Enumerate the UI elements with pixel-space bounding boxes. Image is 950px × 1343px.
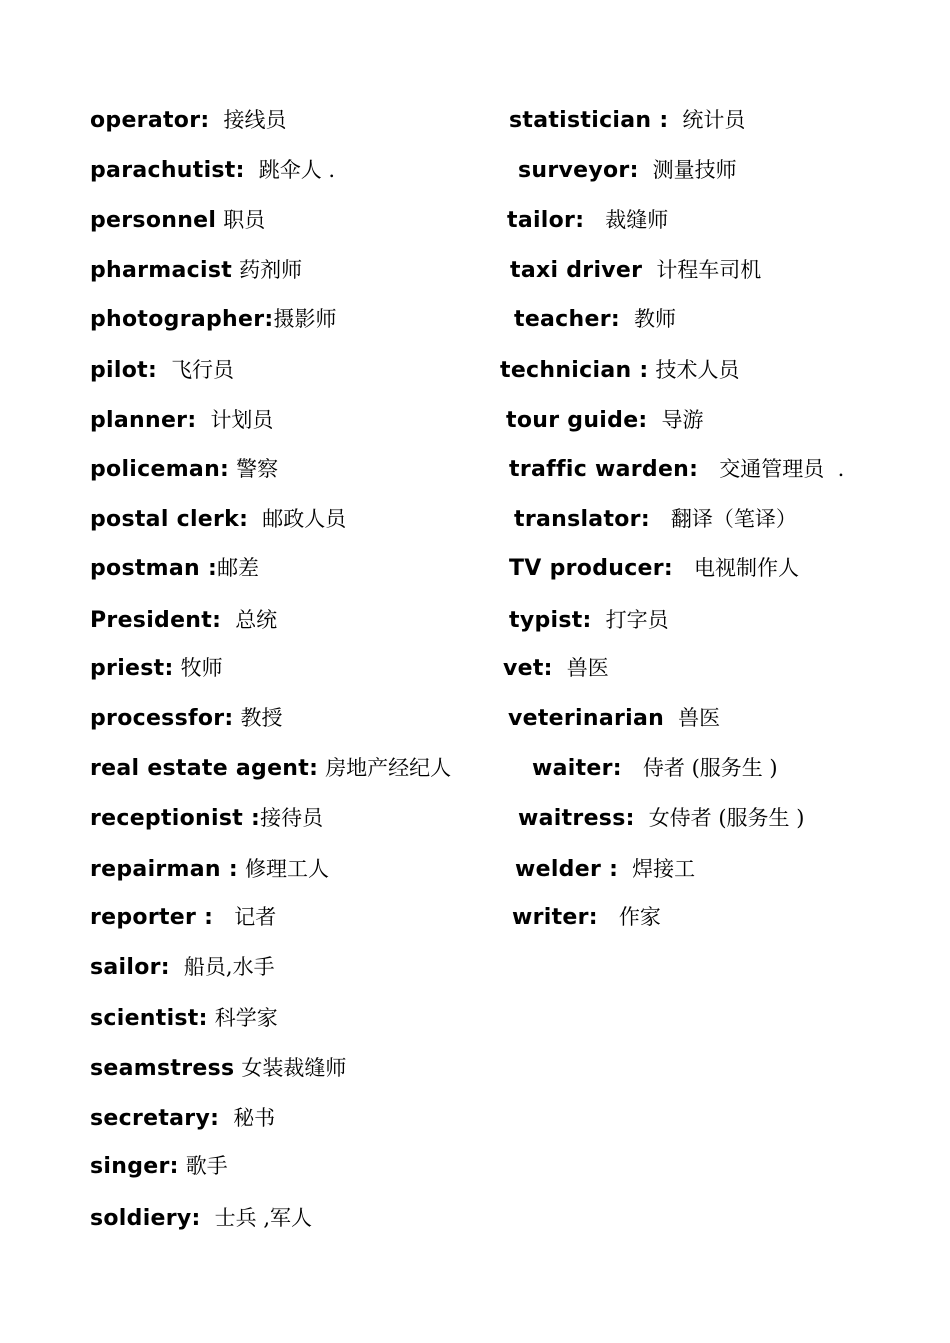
entry-separator: [208, 1006, 215, 1031]
vocab-entry: [90, 655, 223, 682]
entry-separator: [664, 706, 678, 731]
entry-separator: [213, 905, 234, 930]
entry-term: surveyor:: [518, 158, 639, 183]
entry-separator: [170, 955, 184, 980]
entry-term: real estate agent:: [90, 756, 319, 781]
entry-translation: 兽医: [678, 706, 721, 730]
vocab-entry: [90, 1105, 275, 1132]
entry-translation: 房地产经纪人: [325, 756, 452, 780]
entry-separator: [648, 408, 662, 433]
vocab-entry: [509, 107, 745, 134]
entry-term: President:: [90, 608, 222, 633]
entry-separator: [642, 258, 656, 283]
entry-separator: [668, 108, 682, 133]
entry-translation: 记者: [234, 905, 277, 929]
entry-translation: 船员,水手: [183, 955, 275, 979]
entry-translation: 跳伞人 .: [258, 158, 336, 182]
vocab-entry: [507, 207, 668, 234]
entry-separator: [639, 158, 653, 183]
vocab-entry: [512, 904, 661, 931]
entry-term: planner:: [90, 408, 197, 433]
entry-translation: 作家: [618, 905, 661, 929]
entry-translation: 计划员: [210, 408, 274, 432]
entry-term: traffic warden:: [509, 457, 699, 482]
entry-separator: [196, 408, 210, 433]
vocab-entry: [506, 407, 704, 434]
entry-separator: [649, 358, 656, 383]
vocab-entry: [532, 755, 778, 782]
entry-term: scientist:: [90, 1006, 208, 1031]
entry-translation: 女装裁缝师: [241, 1056, 347, 1080]
entry-term: personnel: [90, 208, 217, 233]
entry-translation: 打字员: [605, 608, 669, 632]
entry-translation: 裁缝师: [605, 208, 669, 232]
vocab-entry: [90, 555, 259, 582]
entry-translation: 修理工人: [244, 857, 329, 881]
entry-term: policeman:: [90, 457, 230, 482]
vocab-entry: [509, 607, 669, 634]
entry-separator: [179, 1154, 186, 1179]
vocab-entry: [90, 904, 276, 931]
vocab-entry: [90, 1055, 346, 1082]
entry-translation: 技术人员: [655, 358, 740, 382]
vocab-entry: [90, 357, 234, 384]
vocab-entry: [90, 805, 323, 832]
entry-translation: 歌手: [185, 1154, 228, 1178]
entry-translation: 导游: [661, 408, 704, 432]
vocab-entry: [90, 257, 302, 284]
entry-term: receptionist :: [90, 806, 261, 831]
entry-separator: [622, 756, 643, 781]
entry-separator: [157, 358, 171, 383]
entry-separator: [248, 507, 262, 532]
entry-translation: 邮政人员: [262, 507, 347, 531]
entry-term: TV producer:: [509, 556, 674, 581]
entry-translation: 牧师: [180, 656, 223, 680]
vocab-entry: [90, 506, 346, 533]
entry-separator: [209, 108, 223, 133]
vocab-entry: [90, 954, 275, 981]
entry-translation: 计程车司机: [656, 258, 762, 282]
entry-term: waiter:: [532, 756, 622, 781]
entry-translation: 科学家: [214, 1006, 278, 1030]
entry-term: pilot:: [90, 358, 158, 383]
entry-translation: 统计员: [682, 108, 746, 132]
entry-separator: [219, 1106, 233, 1131]
entry-translation: 教授: [240, 706, 283, 730]
entry-term: photographer:: [90, 307, 274, 332]
entry-translation: 总统: [235, 608, 278, 632]
entry-term: operator:: [90, 108, 210, 133]
vocab-entry: [90, 607, 277, 634]
entry-term: typist:: [509, 608, 592, 633]
entry-separator: [698, 457, 719, 482]
vocab-entry: [90, 1005, 278, 1032]
entry-translation: 交通管理员 .: [719, 457, 845, 481]
vocab-entry: [514, 506, 797, 533]
entry-term: postman :: [90, 556, 218, 581]
vocab-entry: [518, 157, 737, 184]
vocab-entry: [515, 856, 695, 883]
entry-term: sailor:: [90, 955, 170, 980]
entry-separator: [650, 507, 671, 532]
entry-term: taxi driver: [510, 258, 643, 283]
vocab-entry: [90, 755, 451, 782]
entry-separator: [245, 158, 259, 183]
entry-term: statistician :: [509, 108, 669, 133]
entry-separator: [234, 706, 241, 731]
vocab-entry: [509, 456, 844, 483]
entry-translation: 飞行员: [171, 358, 235, 382]
vocab-entry: [503, 655, 609, 682]
entry-term: veterinarian: [508, 706, 665, 731]
vocab-entry: [514, 306, 676, 333]
vocab-entry: [90, 856, 329, 883]
entry-translation: 焊接工: [632, 857, 696, 881]
vocab-entry: [90, 407, 273, 434]
entry-term: priest:: [90, 656, 174, 681]
vocab-entry: [90, 705, 283, 732]
entry-separator: [201, 1206, 215, 1231]
entry-translation: 秘书: [233, 1106, 276, 1130]
vocab-entry: [90, 207, 265, 234]
entry-translation: 接线员: [223, 108, 287, 132]
vocab-entry: [509, 555, 799, 582]
entry-translation: 女侍者 (服务生 ): [648, 806, 805, 830]
entry-term: seamstress: [90, 1056, 235, 1081]
entry-separator: [238, 857, 245, 882]
entry-term: welder :: [515, 857, 619, 882]
vocab-entry: [90, 107, 286, 134]
entry-translation: 测量技师: [652, 158, 737, 182]
entry-separator: [592, 608, 606, 633]
entry-translation: 接待员: [260, 806, 324, 830]
vocab-entry: [500, 357, 740, 384]
entry-term: tailor:: [507, 208, 585, 233]
entry-separator: [553, 656, 567, 681]
entry-translation: 药剂师: [239, 258, 303, 282]
entry-separator: [221, 608, 235, 633]
entry-term: processfor:: [90, 706, 234, 731]
entry-term: secretary:: [90, 1106, 220, 1131]
entry-separator: [635, 806, 649, 831]
entry-translation: 电视制作人: [694, 556, 800, 580]
vocab-entry: [90, 306, 336, 333]
entry-translation: 摄影师: [273, 307, 337, 331]
entry-term: teacher:: [514, 307, 620, 332]
entry-separator: [618, 857, 632, 882]
vocab-entry: [90, 157, 335, 184]
entry-translation: 士兵 ,军人: [214, 1206, 313, 1230]
vocab-entry: [518, 805, 804, 832]
entry-separator: [598, 905, 619, 930]
entry-translation: 教师: [633, 307, 676, 331]
vocab-entry: [90, 1205, 312, 1232]
entry-translation: 职员: [223, 208, 266, 232]
entry-term: repairman :: [90, 857, 238, 882]
vocab-entry: [90, 456, 278, 483]
entry-term: parachutist:: [90, 158, 245, 183]
entry-separator: [673, 556, 694, 581]
vocab-entry: [508, 705, 720, 732]
entry-separator: [620, 307, 634, 332]
entry-translation: 警察: [236, 457, 279, 481]
entry-term: soldiery:: [90, 1206, 201, 1231]
vocab-entry: [510, 257, 761, 284]
entry-term: translator:: [514, 507, 650, 532]
entry-term: singer:: [90, 1154, 179, 1179]
entry-term: reporter :: [90, 905, 214, 930]
entry-term: tour guide:: [506, 408, 648, 433]
entry-term: pharmacist: [90, 258, 233, 283]
entry-term: postal clerk:: [90, 507, 249, 532]
entry-translation: 翻译（笔译）: [670, 507, 797, 531]
entry-term: vet:: [503, 656, 553, 681]
entry-separator: [584, 208, 605, 233]
entry-translation: 邮差: [217, 556, 260, 580]
vocab-entry: [90, 1153, 228, 1180]
entry-translation: 侍者 (服务生 ): [642, 756, 778, 780]
entry-term: waitress:: [518, 806, 635, 831]
entry-separator: [174, 656, 181, 681]
entry-term: technician :: [500, 358, 649, 383]
entry-term: writer:: [512, 905, 598, 930]
entry-translation: 兽医: [566, 656, 609, 680]
